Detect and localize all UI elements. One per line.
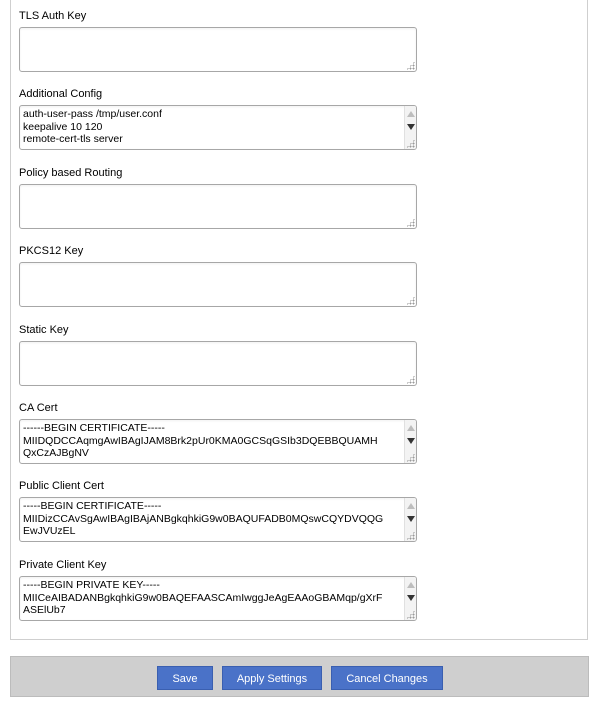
scroll-up-arrow-icon[interactable] [407, 582, 415, 588]
save-button[interactable]: Save [157, 666, 213, 690]
field-additional-config [19, 87, 419, 150]
additional-config-label: Additional Config [19, 88, 103, 100]
field-static-key [19, 323, 419, 386]
public-client-cert-label: Public Client Cert [19, 480, 104, 492]
field-pkcs12-key [19, 244, 419, 307]
scroll-up-arrow-icon[interactable] [407, 425, 415, 431]
field-tls-auth-key [19, 9, 419, 72]
action-bar [10, 656, 589, 697]
ca-cert-box [19, 419, 417, 464]
policy-routing-label: Policy based Routing [19, 167, 123, 179]
public-client-cert-textarea[interactable] [20, 498, 416, 541]
pkcs12-key-box [19, 262, 417, 307]
scroll-up-arrow-icon[interactable] [407, 503, 415, 509]
ca-cert-textarea[interactable] [20, 420, 416, 463]
tls-auth-key-box [19, 27, 417, 72]
field-ca-cert [19, 401, 419, 464]
ca-cert-label: CA Cert [19, 402, 58, 414]
scroll-up-arrow-icon[interactable] [407, 111, 415, 117]
scroll-down-arrow-icon[interactable] [407, 124, 415, 130]
static-key-box [19, 341, 417, 386]
private-client-key-textarea[interactable] [20, 577, 416, 620]
policy-routing-textarea[interactable] [20, 185, 416, 228]
tls-auth-key-label: TLS Auth Key [19, 10, 87, 22]
scroll-down-arrow-icon[interactable] [407, 438, 415, 444]
scroll-down-arrow-icon[interactable] [407, 595, 415, 601]
private-client-key-label: Private Client Key [19, 559, 107, 571]
field-private-client-key [19, 558, 419, 621]
field-public-client-cert [19, 479, 419, 542]
private-client-key-box [19, 576, 417, 621]
scroll-down-arrow-icon[interactable] [407, 516, 415, 522]
pkcs12-key-label: PKCS12 Key [19, 245, 84, 257]
additional-config-box [19, 105, 417, 150]
apply-settings-button[interactable]: Apply Settings [222, 666, 322, 690]
field-policy-routing [19, 166, 419, 229]
policy-routing-box [19, 184, 417, 229]
cancel-changes-button[interactable]: Cancel Changes [331, 666, 443, 690]
static-key-textarea[interactable] [20, 342, 416, 385]
additional-config-textarea[interactable] [20, 106, 416, 149]
tls-auth-key-textarea[interactable] [20, 28, 416, 71]
pkcs12-key-textarea[interactable] [20, 263, 416, 306]
public-client-cert-box [19, 497, 417, 542]
static-key-label: Static Key [19, 324, 69, 336]
settings-panel [10, 0, 588, 640]
